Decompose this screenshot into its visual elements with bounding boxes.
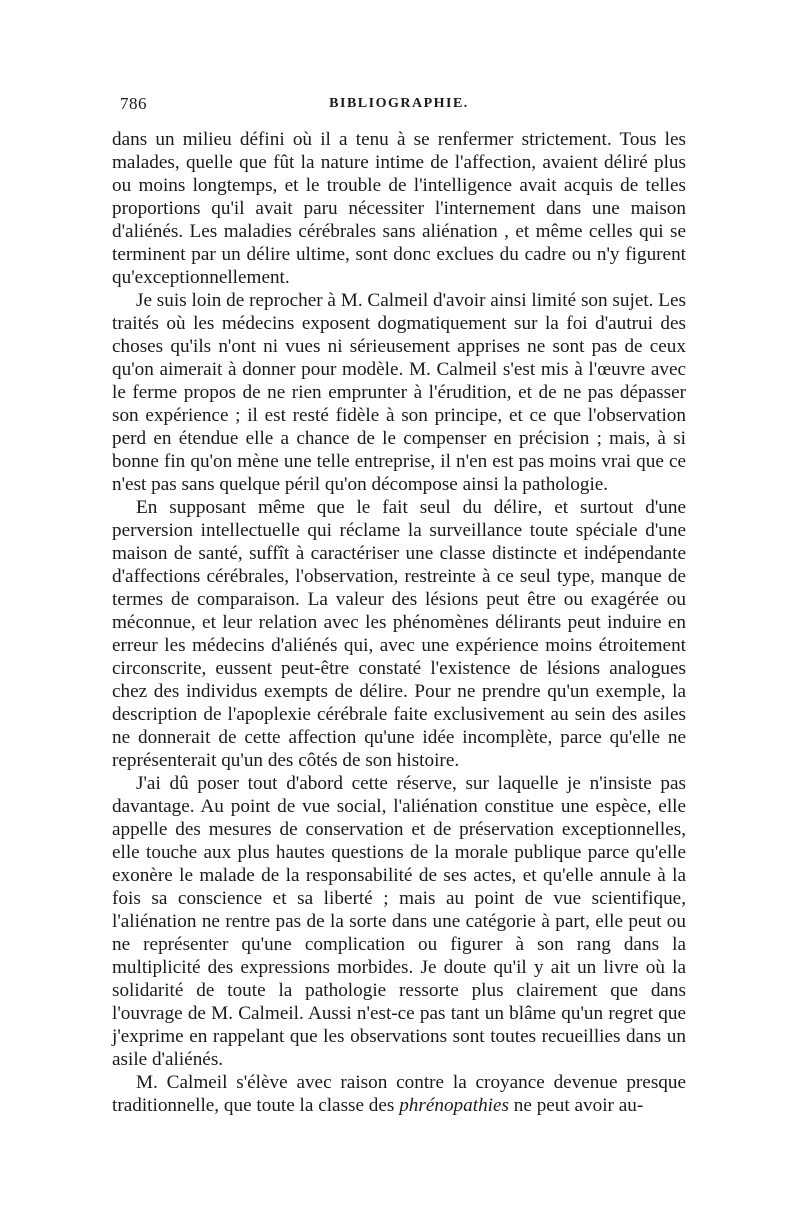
running-head — [112, 92, 686, 122]
paragraph-text-before: M. Calmeil s'élève avec raison contre la croyance devenue presque traditionnelle, que toute la classe des — [112, 1072, 686, 1116]
paragraph-last — [112, 1071, 686, 1117]
page-number: 786 — [120, 94, 147, 113]
paragraph-text-after: ne peut avoir au- — [508, 1095, 644, 1116]
running-title: BIBLIOGRAPHIE. — [329, 96, 469, 111]
body-text — [112, 128, 686, 1117]
italic-term: phrénopathies — [399, 1095, 509, 1116]
book-page — [112, 92, 686, 1117]
paragraph-continued: dans un milieu défini où il a tenu à se renfermer strictement. Tous les malades, quelle que fût la nature intime de l'affection, avaient déliré plus ou moins longtemps, et le trouble de l'intelligence avait acquis de telles proportions qu'il avait paru nécessiter l'internement dans une maison d'aliénés. Les maladies cérébrales sans aliénation , et même celles qui se terminent par un délire ultime, sont donc exclues du cadre ou n'y figurent qu'exceptionnellement. — [112, 129, 686, 288]
paragraph: En supposant même que le fait seul du délire, et surtout d'une perversion intellectuelle qui réclame la surveillance toute spéciale d'une maison de santé, suffît à caractériser une classe distincte et indépendante d'affections cérébrales, l'observation, restreinte à ce seul type, manque de termes de comparaison. La valeur des lésions peut être ou exagérée ou méconnue, et leur relation avec les phénomènes délirants peut induire en erreur les médecins d'aliénés qui, avec une expérience moins étroitement circonscrite, eussent peut-être constaté l'existence de lésions analogues chez des individus exempts de délire. Pour ne prendre qu'un exemple, la description de l'apoplexie cérébrale faite exclusivement au sein des asiles ne donnerait de cette affection qu'une idée incomplète, parce qu'elle ne représenterait qu'un des côtés de son histoire. — [112, 497, 686, 771]
paragraph: J'ai dû poser tout d'abord cette réserve, sur laquelle je n'insiste pas davantage. Au point de vue social, l'aliénation constitue une espèce, elle appelle des mesures de conservation et de préservation exceptionnelles, elle touche aux plus hautes questions de la morale publique parce qu'elle exonère le malade de la responsabilité de ses actes, et qu'elle annule à la fois sa conscience et sa liberté ; mais au point de vue scientifique, l'aliénation ne rentre pas de la sorte dans une catégorie à part, elle peut ou ne représenter qu'une complication ou figurer à son rang dans la multiplicité des expressions morbides. Je doute qu'il y ait un livre où la solidarité de toute la pathologie ressorte plus clairement que dans l'ouvrage de M. Calmeil. Aussi n'est-ce pas tant un blâme qu'un regret que j'exprime en rappelant que les observations sont toutes recueillies dans un asile d'aliénés. — [112, 773, 686, 1070]
paragraph: Je suis loin de reprocher à M. Calmeil d'avoir ainsi limité son sujet. Les traités où les médecins exposent dogmatiquement sur la foi d'autrui des choses qu'ils n'ont ni vues ni sérieusement apprises ne sont pas de ceux qu'on aimerait à donner pour modèle. M. Calmeil s'est mis à l'œuvre avec le ferme propos de ne rien emprunter à l'érudition, et de ne pas dépasser son expérience ; il est resté fidèle à son principe, et ce que l'observation perd en étendue elle a chance de le compenser en précision ; mais, à si bonne fin qu'on mène une telle entreprise, il n'en est pas moins vrai que ce n'est pas sans quelque péril qu'on décompose ainsi la pathologie. — [112, 290, 686, 495]
